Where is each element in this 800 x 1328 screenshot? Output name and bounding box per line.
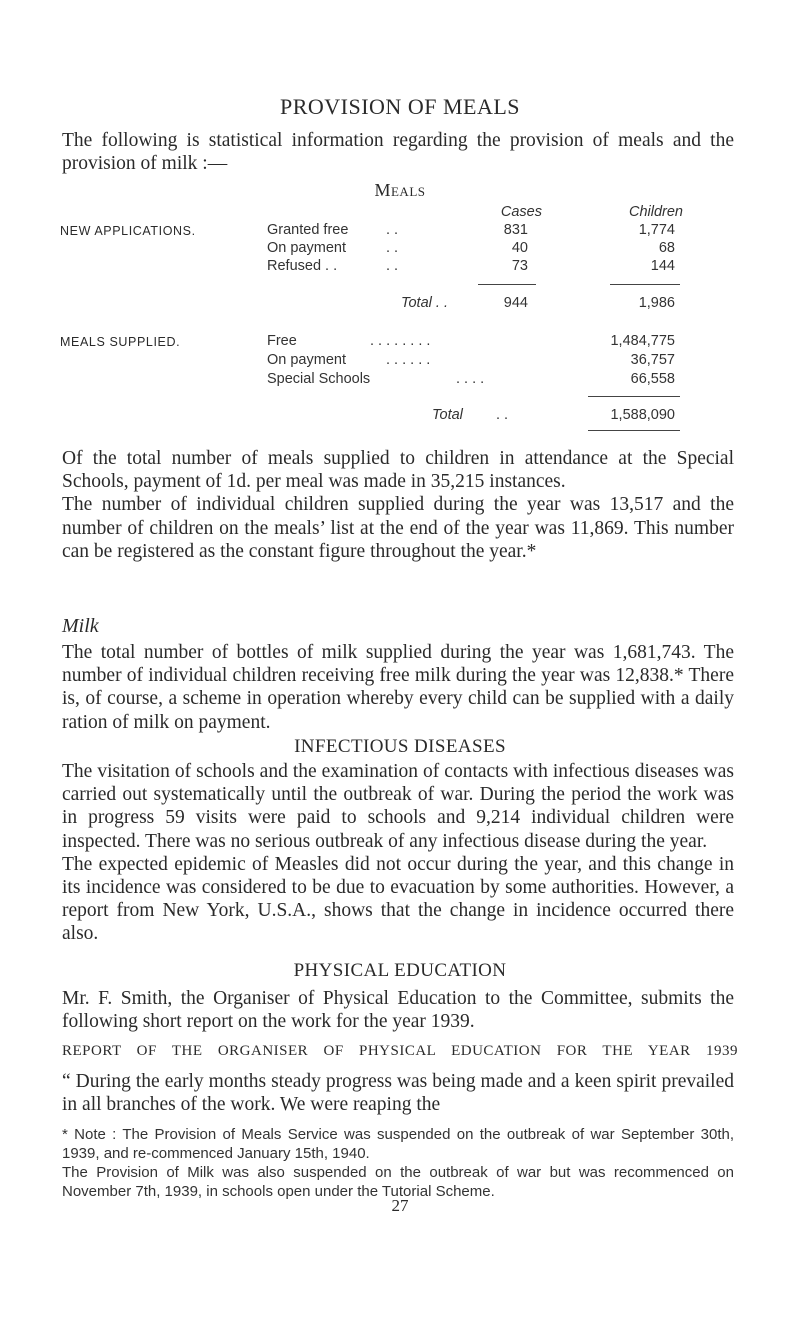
row-free-label: Free	[267, 333, 297, 349]
row-granted-free-children: 1,774	[638, 222, 675, 238]
row-granted-free-label: Granted free	[267, 222, 349, 238]
meals-supplied-label: MEALS SUPPLIED.	[60, 335, 181, 349]
page-number: 27	[391, 1196, 409, 1215]
footnote-meals: * Note : The Provision of Meals Service was suspended on the outbreak of war September 30th, 1939, and re-commenced January 15th, 1940.	[62, 1126, 734, 1162]
new-applications-total-cases: 944	[503, 295, 528, 311]
row-granted-free-cases: 831	[503, 222, 528, 238]
footnote-milk: The Provision of Milk was also suspended on the outbreak of war but was recommenced on November 7th, 1939, in schools open under the Tutorial Scheme.	[62, 1164, 734, 1200]
row-on-payment-label: On payment	[267, 240, 346, 256]
row-refused-children: 144	[650, 258, 675, 274]
physical-heading: PHYSICAL EDUCATION	[293, 960, 507, 981]
new-applications-total-children: 1,986	[638, 295, 675, 311]
milk-heading: Milk	[62, 615, 99, 637]
milk-para: The total number of bottles of milk supplied during the year was 1,681,743. The number of individual children receiving free milk during the year was 12,838.* There is, of course, a scheme in operation whereby every child can be supplied with a daily ration of milk on payment.	[62, 642, 734, 733]
meals-intro-text: The following is statistical information regarding the provision of meals and the provision of milk :—	[62, 130, 734, 175]
report-heading: REPORT OF THE ORGANISER OF PHYSICAL EDUCATION FOR THE YEAR 1939	[62, 1043, 738, 1059]
meals-intro	[62, 129, 734, 175]
meals-supplied-total-value: 1,588,090	[610, 407, 675, 423]
row-free-value: 1,484,775	[610, 333, 675, 349]
row-on-payment-children: 68	[658, 240, 675, 256]
meals-paragraphs	[62, 447, 734, 563]
row-supplied-on-payment-label: On payment	[267, 352, 346, 368]
infectious-heading: INFECTIOUS DISEASES	[294, 736, 506, 757]
row-on-payment-cases: 40	[511, 240, 528, 256]
infectious-para-visitation: The visitation of schools and the examination of contacts with infectious diseases was carried out systematically until the outbreak of war. During the period the work was in progress 59 visits were paid to schools and 9,214 individual children were inspected. There was no serious outbreak of any infectious disease during the year.	[62, 761, 734, 852]
new-applications-total-label: Total . .	[400, 295, 448, 311]
meals-para-special-schools: Of the total number of meals supplied to children in attendance at the Special Schools, payment of 1d. per meal was made in 35,215 instances.	[62, 448, 734, 493]
row-refused-cases: 73	[511, 258, 528, 274]
meals-supplied-total-label: Total	[432, 407, 463, 423]
new-applications-label: NEW APPLICATIONS.	[60, 224, 196, 238]
supplied-total-rule	[588, 396, 680, 397]
meals-table-caption: Meals	[374, 180, 426, 200]
row-special-schools-leader: . . . .	[456, 371, 485, 387]
meals-para-individual-children: The number of individual children supplied during the year was 13,517 and the number of children on the meals’ list at the end of the year was 11,869. This number can be registered as the constant figure throughout the year.*	[62, 494, 734, 562]
row-special-schools-label: Special Schools	[267, 371, 371, 387]
footnote	[62, 1125, 734, 1201]
cases-total-rule	[478, 284, 536, 285]
physical-para-intro: Mr. F. Smith, the Organiser of Physical Education to the Committee, submits the following short report on the work for the year 1939.	[62, 988, 734, 1033]
row-on-payment-leader: . .	[386, 240, 399, 256]
col-header-children: Children	[629, 204, 683, 220]
row-refused-label: Refused . .	[267, 258, 338, 274]
report-quote-section	[62, 1070, 734, 1116]
row-special-schools-value: 66,558	[630, 371, 675, 387]
supplied-total-underline	[588, 430, 680, 431]
col-header-cases: Cases	[500, 204, 542, 220]
infectious-para-measles: The expected epidemic of Measles did not occur during the year, and this change in its incidence was considered to be due to evacuation by some authorities. However, a report from New York, U.S.A., shows that the change in incidence occurred there also.	[62, 853, 734, 945]
row-supplied-on-payment-leader: . . . . . .	[386, 352, 431, 368]
milk-section	[62, 641, 734, 734]
meals-heading: PROVISION OF MEALS	[279, 94, 521, 119]
infectious-section	[62, 760, 734, 946]
meals-supplied-total-leader: . .	[496, 407, 509, 423]
children-total-rule	[610, 284, 680, 285]
row-free-leader: . . . . . . . .	[370, 333, 431, 349]
report-quote: “ During the early months steady progress was being made and a keen spirit prevailed in all branches of the work. We were reaping the	[62, 1071, 734, 1116]
row-supplied-on-payment-value: 36,757	[630, 352, 675, 368]
row-refused-leader: . .	[386, 258, 399, 274]
row-granted-free-leader: . .	[386, 222, 399, 238]
physical-section	[62, 987, 734, 1033]
